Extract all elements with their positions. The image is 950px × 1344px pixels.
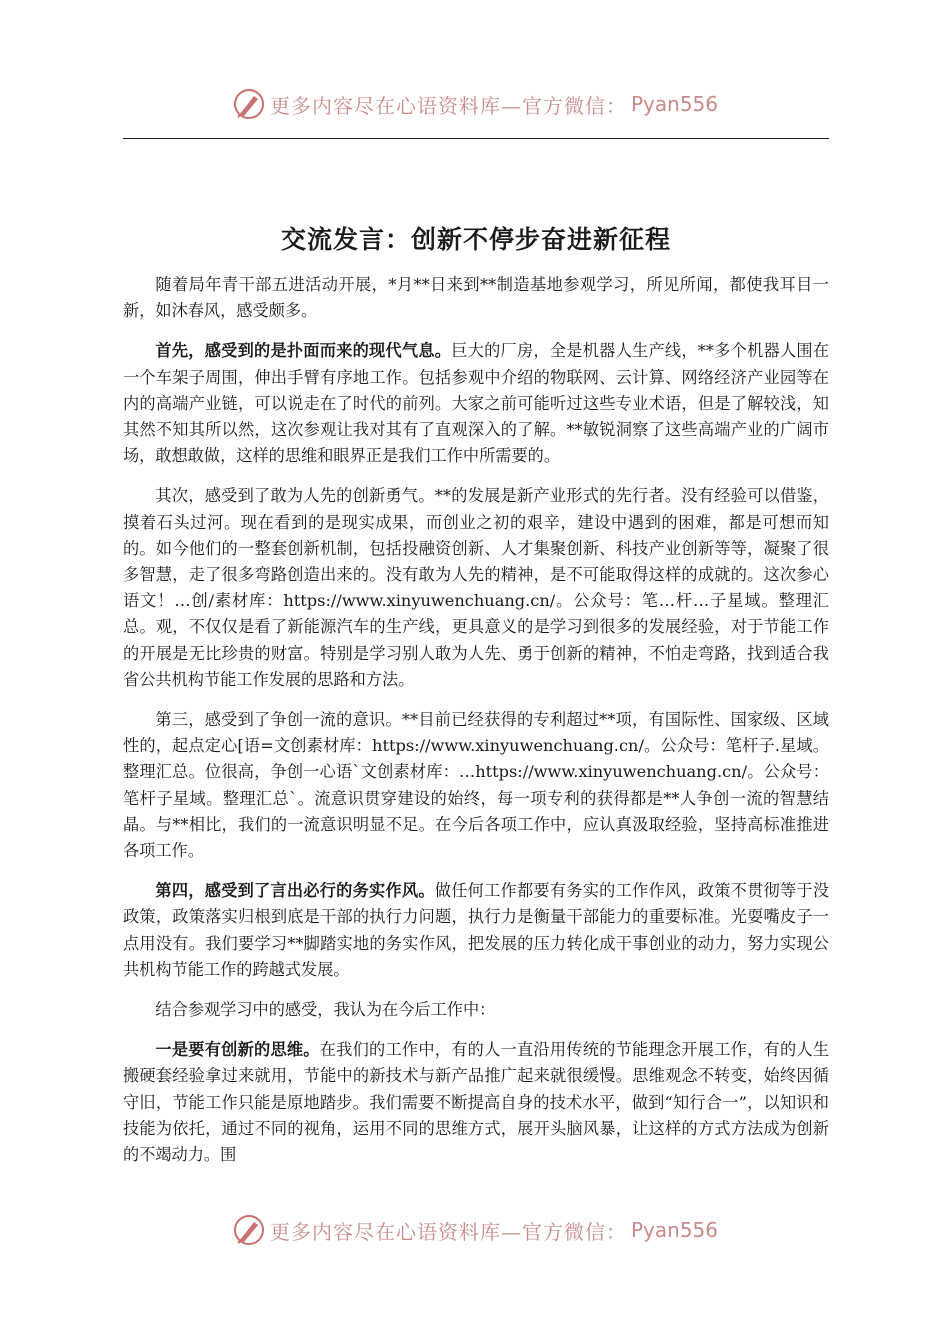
page-title: 交流发言：创新不停步奋进新征程 [280, 225, 671, 254]
paragraph-lead: 一是要有创新的思维。 [155, 1040, 320, 1060]
header-banner [0, 84, 950, 124]
header-banner-id: Pyan556 [630, 92, 718, 116]
header-divider [123, 138, 829, 139]
paragraph [123, 1037, 829, 1168]
paragraph-text: 随着局年青干部五进活动开展，*月**日来到**制造基地参观学习，所见所闻，都使我耳目一新，如沐春风，感受颇多。 [123, 275, 829, 321]
paragraph-text: 在我们的工作中，有的人一直沿用传统的节能理念开展工作，有的人生搬硬套经验拿过来就用，节能中的新技术与新产品推广起来就很缓慢。思维观念不转变，始终因循守旧，节能工作只能是原地踏步。我们需要不断提高自身的技术水平，做到“知行合一”，以知识和技能为依托，通过不同的视角，运用不同的思维方式，展开头脑风暴，让这样的方式方法成为创新的不竭动力。围 [123, 1040, 830, 1165]
document-body [123, 272, 829, 1182]
header-banner-text: 更多内容尽在心语资料库—官方微信： [269, 93, 627, 118]
paragraph [123, 997, 829, 1023]
paragraph-text: 其次，感受到了敢为人先的创新勇气。**的发展是新产业形式的先行者。没有经验可以借鉴，摸着石头过河。现在看到的是现实成果，而创业之初的艰辛，建设中遇到的困难，都是可想而知的。如今他们的一整套创新机制，包括投融资创新、人才集聚创新、科技产业创新等等，凝聚了很多智慧，走了很多弯路创造出来的。没有敢为人先的精神，是不可能取得这样的成就的。这次参心语文！…创/素材库：https://www.xinyuwenchuang.cn/。公众号：笔…杆…子星域。整理汇总。观，不仅仅是看了新能源汽车的生产线，更具意义的是学习到很多的发展经验，对于节能工作的开展是无比珍贵的财富。特别是学习别人敢为人先、勇于创新的精神，不怕走弯路，找到适合我省公共机构节能工作发展的思路和方法。 [123, 486, 829, 689]
paragraph-text: 结合参观学习中的感受，我认为在今后工作中： [155, 1000, 496, 1020]
footer-banner-text: 更多内容尽在心语资料库—官方微信： [269, 1219, 627, 1244]
paragraph [123, 338, 829, 469]
paragraph [123, 707, 829, 864]
paragraph-lead: 第四，感受到了言出必行的务实作风。 [155, 881, 435, 901]
paragraph [123, 272, 829, 324]
footer-banner [0, 1210, 950, 1250]
pen-logo-icon [232, 87, 266, 121]
pen-logo-icon [232, 1213, 266, 1247]
paragraph [123, 483, 829, 693]
paragraph-text: 第三，感受到了争创一流的意识。**目前已经获得的专利超过**项，有国际性、国家级、区域性的，起点定心[语=文创素材库：https://www.xinyuwenchuang.cn/。公众号：笔杆子.星域。整理汇总。位很高，争创一心语`文创素材库：…https://www.xinyuwenchuang.cn/。公众号：笔杆子星域。整理汇总`。流意识贯穿建设的始终，每一项专利的获得都是**人争创一流的智慧结晶。与**相比，我们的一流意识明显不足。在今后各项工作中，应认真汲取经验，坚持高标准推进各项工作。 [123, 710, 829, 861]
paragraph [123, 878, 829, 983]
paragraph-text: 巨大的厂房，全是机器人生产线，**多个机器人围在一个车架子周围，伸出手臂有序地工作。包括参观中介绍的物联网、云计算、网络经济产业园等在内的高端产业链，可以说走在了时代的前列。大家之前可能听过这些专业术语，但是了解较浅，知其然不知其所以然，这次参观让我对其有了直观深入的了解。**敏锐洞察了这些高端产业的广阔市场，敢想敢做，这样的思维和眼界正是我们工作中所需要的。 [123, 341, 830, 466]
paragraph-lead: 首先，感受到的是扑面而来的现代气息。 [155, 341, 452, 361]
footer-banner-id: Pyan556 [630, 1218, 718, 1242]
paragraph-text: 做任何工作都要有务实的工作作风，政策不贯彻等于没政策，政策落实归根到底是干部的执行力问题，执行力是衡量干部能力的重要标准。光耍嘴皮子一点用没有。我们要学习**脚踏实地的务实作风，把发展的压力转化成干事创业的动力，努力实现公共机构节能工作的跨越式发展。 [123, 881, 830, 979]
